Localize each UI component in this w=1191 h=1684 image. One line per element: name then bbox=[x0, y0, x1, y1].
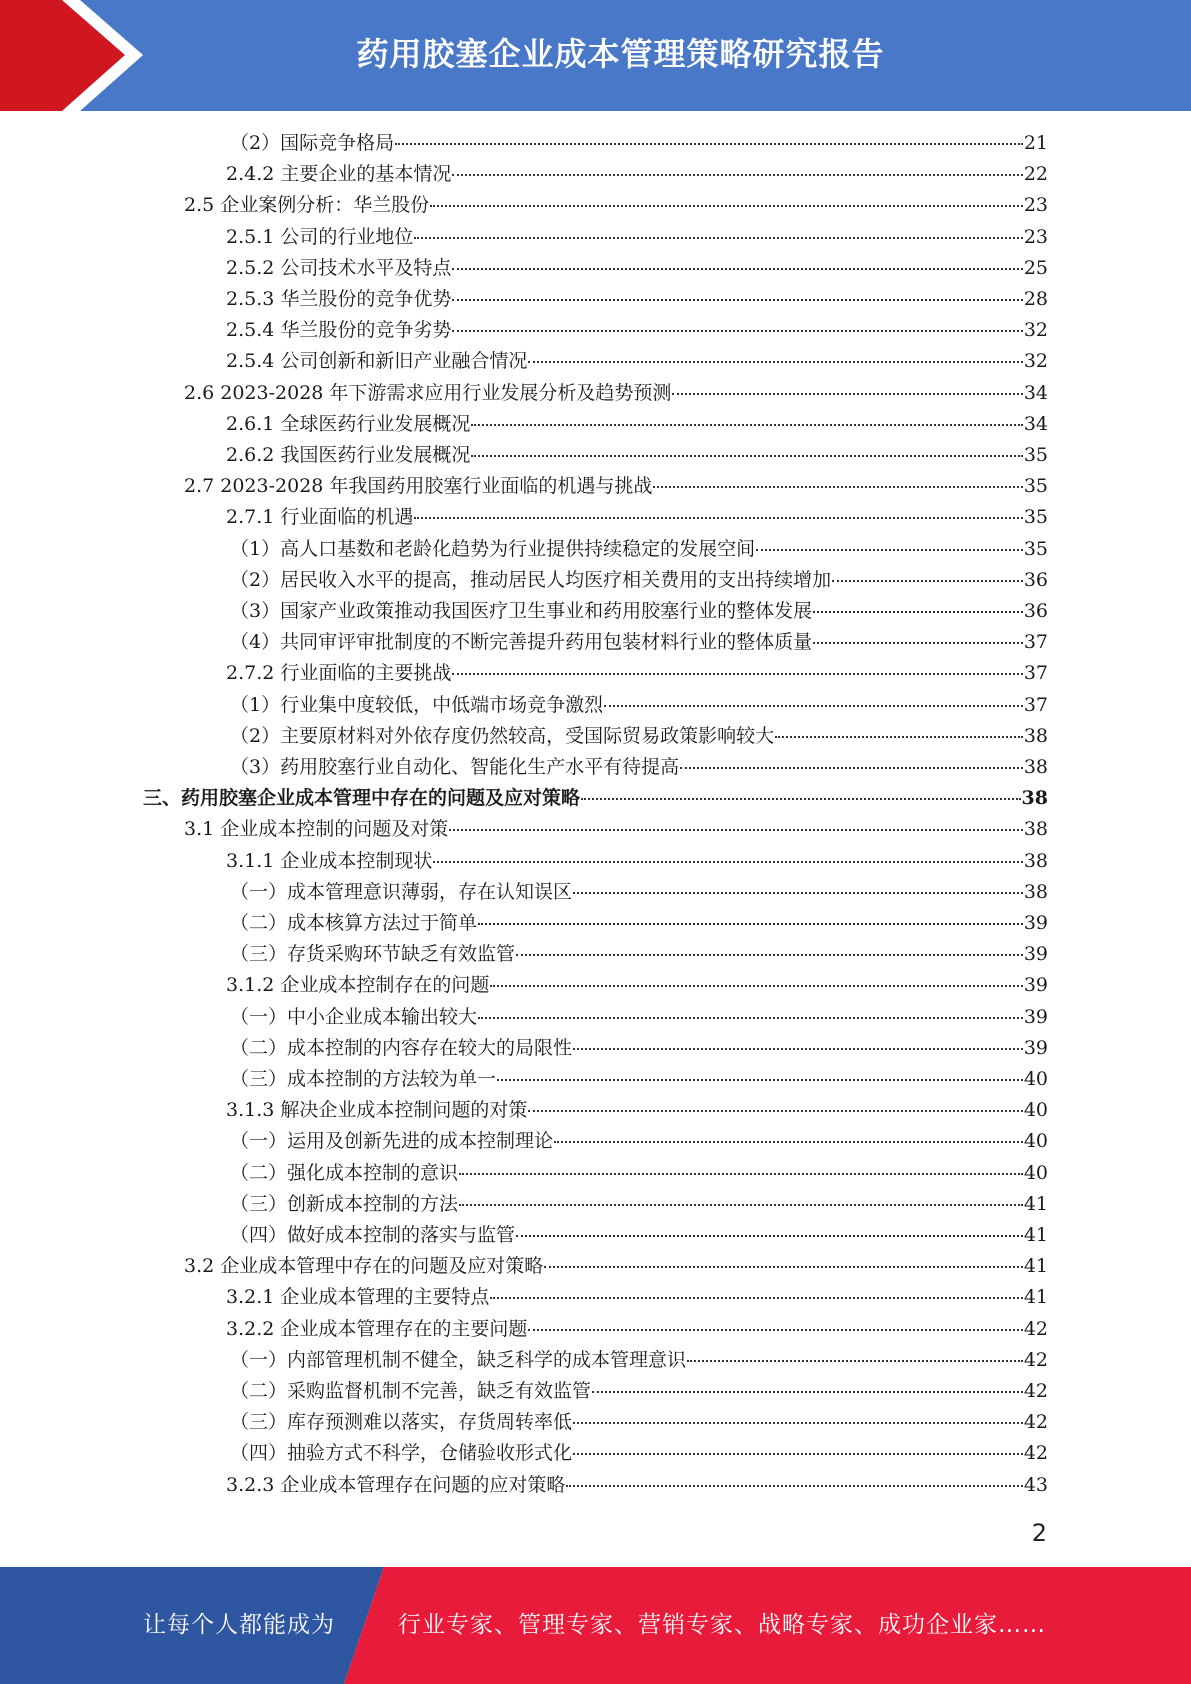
toc-entry-page: 39 bbox=[1023, 974, 1048, 996]
toc-entry[interactable] bbox=[184, 190, 1048, 221]
toc-entry[interactable] bbox=[230, 690, 1048, 721]
toc-dot-leader bbox=[433, 861, 1022, 863]
toc-entry-title: （2）主要原材料对外依存度仍然较高，受国际贸易政策影响较大 bbox=[230, 725, 775, 747]
toc-entry-page: 21 bbox=[1023, 132, 1048, 154]
toc-entry-page: 37 bbox=[1023, 662, 1048, 684]
toc-entry-page: 42 bbox=[1023, 1442, 1048, 1464]
toc-entry[interactable] bbox=[184, 814, 1048, 845]
toc-entry-title: （二）强化成本控制的意识 bbox=[230, 1162, 459, 1184]
toc-entry-title: 3.1.1 企业成本控制现状 bbox=[226, 850, 433, 872]
toc-entry-page: 43 bbox=[1023, 1474, 1048, 1496]
toc-entry-page: 41 bbox=[1023, 1255, 1048, 1277]
toc-entry-page: 38 bbox=[1023, 756, 1048, 778]
toc-entry-title: 2.4.2 主要企业的基本情况 bbox=[226, 163, 452, 185]
toc-entry-title: （3）药用胶塞行业自动化、智能化生产水平有待提高 bbox=[230, 756, 680, 778]
toc-entry-page: 35 bbox=[1023, 475, 1048, 497]
toc-entry[interactable] bbox=[230, 1376, 1048, 1407]
toc-entry-page: 34 bbox=[1023, 382, 1048, 404]
toc-dot-leader bbox=[490, 1297, 1022, 1299]
toc-entry-title: 2.6.1 全球医药行业发展概况 bbox=[226, 413, 471, 435]
toc-entry[interactable] bbox=[226, 1095, 1048, 1126]
toc-entry-title: （一）内部管理机制不健全，缺乏科学的成本管理意识 bbox=[230, 1349, 687, 1371]
toc-dot-leader bbox=[544, 1266, 1023, 1268]
toc-dot-leader bbox=[813, 611, 1023, 613]
toc-entry[interactable] bbox=[184, 378, 1048, 409]
toc-entry-page: 42 bbox=[1023, 1411, 1048, 1433]
toc-entry-title: （一）中小企业成本输出较大 bbox=[230, 1006, 478, 1028]
toc-entry-page: 38 bbox=[1023, 725, 1048, 747]
toc-entry-page: 39 bbox=[1023, 912, 1048, 934]
report-title: 药用胶塞企业成本管理策略研究报告 bbox=[356, 35, 885, 73]
toc-entry-title: （2）国际竞争格局 bbox=[230, 132, 395, 154]
toc-dot-leader bbox=[554, 1141, 1023, 1143]
toc-entry-title: 2.5.3 华兰股份的竞争优势 bbox=[226, 288, 452, 310]
toc-entry-title: 2.5.4 华兰股份的竞争劣势 bbox=[226, 319, 452, 341]
toc-entry-page: 35 bbox=[1023, 506, 1048, 528]
toc-entry-page: 42 bbox=[1023, 1349, 1048, 1371]
toc-entry-page: 34 bbox=[1023, 413, 1048, 435]
toc-entry-title: （三）库存预测难以落实，存货周转率低 bbox=[230, 1411, 573, 1433]
toc-dot-leader bbox=[528, 1329, 1022, 1331]
toc-dot-leader bbox=[452, 299, 1022, 301]
toc-entry[interactable] bbox=[226, 409, 1048, 440]
toc-entry-page: 39 bbox=[1023, 943, 1048, 965]
toc-entry-page: 39 bbox=[1023, 1006, 1048, 1028]
toc-entry-title: 2.7.1 行业面临的机遇 bbox=[226, 506, 414, 528]
toc-entry-page: 32 bbox=[1023, 350, 1048, 372]
toc-dot-leader bbox=[528, 361, 1022, 363]
toc-entry[interactable] bbox=[230, 1158, 1048, 1189]
toc-entry-page: 40 bbox=[1023, 1162, 1048, 1184]
toc-entry[interactable] bbox=[226, 159, 1048, 190]
toc-entry-page: 28 bbox=[1023, 288, 1048, 310]
toc-entry[interactable] bbox=[230, 1220, 1048, 1251]
toc-dot-leader bbox=[528, 1110, 1022, 1112]
toc-entry-title: 2.6.2 我国医药行业发展概况 bbox=[226, 444, 471, 466]
page-footer bbox=[0, 1567, 1191, 1684]
page-header bbox=[0, 0, 1191, 111]
toc-entry-page: 23 bbox=[1023, 226, 1048, 248]
toc-entry-title: 3.2 企业成本管理中存在的问题及应对策略 bbox=[184, 1255, 544, 1277]
toc-dot-leader bbox=[452, 268, 1022, 270]
toc-dot-leader bbox=[452, 330, 1022, 332]
toc-entry-title: （三）创新成本控制的方法 bbox=[230, 1193, 459, 1215]
toc-entry-page: 41 bbox=[1023, 1193, 1048, 1215]
toc-entry-page: 38 bbox=[1021, 787, 1048, 809]
toc-dot-leader bbox=[395, 143, 1023, 145]
toc-dot-leader bbox=[471, 424, 1022, 426]
toc-entry[interactable] bbox=[230, 1033, 1048, 1064]
toc-dot-leader bbox=[680, 767, 1023, 769]
toc-entry-title: 2.5.2 公司技术水平及特点 bbox=[226, 257, 452, 279]
toc-dot-leader bbox=[832, 580, 1023, 582]
toc-entry-title: 2.5 企业案例分析：华兰股份 bbox=[184, 194, 430, 216]
toc-dot-leader bbox=[775, 736, 1023, 738]
toc-entry[interactable] bbox=[184, 1251, 1048, 1282]
toc-entry-page: 39 bbox=[1023, 1037, 1048, 1059]
toc-entry[interactable] bbox=[226, 1314, 1048, 1345]
toc-entry-title: （1）行业集中度较低，中低端市场竞争激烈 bbox=[230, 694, 604, 716]
toc-entry-page: 36 bbox=[1023, 600, 1048, 622]
toc-entry[interactable] bbox=[230, 1064, 1048, 1095]
toc-entry[interactable] bbox=[230, 596, 1048, 627]
toc-entry-page: 32 bbox=[1023, 319, 1048, 341]
toc-dot-leader bbox=[592, 1391, 1023, 1393]
toc-entry-title: （一）运用及创新先进的成本控制理论 bbox=[230, 1130, 554, 1152]
toc-entry[interactable] bbox=[230, 1002, 1048, 1033]
toc-dot-leader bbox=[452, 673, 1022, 675]
toc-entry[interactable] bbox=[230, 939, 1048, 970]
toc-dot-leader bbox=[604, 705, 1023, 707]
toc-entry[interactable] bbox=[184, 471, 1048, 502]
toc-entry[interactable] bbox=[226, 502, 1048, 533]
toc-dot-leader bbox=[490, 985, 1022, 987]
toc-entry[interactable] bbox=[230, 752, 1048, 783]
toc-entry[interactable] bbox=[230, 1345, 1048, 1376]
toc-entry-title: 3.2.2 企业成本管理存在的主要问题 bbox=[226, 1318, 528, 1340]
toc-entry-page: 40 bbox=[1023, 1099, 1048, 1121]
toc-dot-leader bbox=[581, 798, 1021, 800]
toc-entry-title: 2.6 2023-2028 年下游需求应用行业发展分析及趋势预测 bbox=[184, 382, 672, 404]
toc-entry-page: 40 bbox=[1023, 1130, 1048, 1152]
toc-entry-page: 38 bbox=[1023, 881, 1048, 903]
header-red-block bbox=[0, 0, 125, 111]
toc-entry-page: 42 bbox=[1023, 1318, 1048, 1340]
toc-entry-title: （一）成本管理意识薄弱，存在认知误区 bbox=[230, 881, 573, 903]
toc-entry[interactable] bbox=[226, 1282, 1048, 1313]
toc-dot-leader bbox=[478, 923, 1023, 925]
toc-entry[interactable] bbox=[230, 721, 1048, 752]
footer-slogan-left: 让每个人都能成为 bbox=[143, 1612, 335, 1638]
toc-entry[interactable] bbox=[230, 1438, 1048, 1469]
page-number: 2 bbox=[1031, 1519, 1047, 1547]
toc-dot-leader bbox=[672, 393, 1022, 395]
toc-dot-leader bbox=[516, 1235, 1023, 1237]
toc-entry-title: 3.1.2 企业成本控制存在的问题 bbox=[226, 974, 490, 996]
toc-entry[interactable] bbox=[230, 534, 1048, 565]
toc-entry[interactable] bbox=[226, 1470, 1048, 1501]
toc-entry-page: 42 bbox=[1023, 1380, 1048, 1402]
toc-entry-title: （二）采购监督机制不完善，缺乏有效监管 bbox=[230, 1380, 592, 1402]
toc-entry[interactable] bbox=[226, 284, 1048, 315]
toc-dot-leader bbox=[573, 1453, 1023, 1455]
toc-entry-title: 3.1.3 解决企业成本控制问题的对策 bbox=[226, 1099, 528, 1121]
toc-entry[interactable] bbox=[226, 253, 1048, 284]
toc-entry[interactable] bbox=[226, 315, 1048, 346]
toc-entry-title: 2.5.1 公司的行业地位 bbox=[226, 226, 414, 248]
toc-dot-leader bbox=[573, 892, 1023, 894]
toc-entry-title: 三、药用胶塞企业成本管理中存在的问题及应对策略 bbox=[143, 787, 581, 809]
toc-entry[interactable] bbox=[226, 658, 1048, 689]
toc-entry-title: 3.1 企业成本控制的问题及对策 bbox=[184, 818, 449, 840]
footer-slogan-right: 行业专家、管理专家、营销专家、战略专家、成功企业家…… bbox=[398, 1612, 1046, 1638]
toc-entry[interactable] bbox=[230, 1189, 1048, 1220]
toc-dot-leader bbox=[497, 1079, 1023, 1081]
toc-entry-title: （2）居民收入水平的提高，推动居民人均医疗相关费用的支出持续增加 bbox=[230, 569, 832, 591]
toc-entry-page: 38 bbox=[1023, 850, 1048, 872]
toc-entry-page: 40 bbox=[1023, 1068, 1048, 1090]
toc-entry-title: （3）国家产业政策推动我国医疗卫生事业和药用胶塞行业的整体发展 bbox=[230, 600, 813, 622]
toc-entry-page: 37 bbox=[1023, 694, 1048, 716]
toc-dot-leader bbox=[573, 1048, 1023, 1050]
toc-dot-leader bbox=[813, 642, 1023, 644]
toc-entry-page: 35 bbox=[1023, 444, 1048, 466]
toc-entry-title: （二）成本控制的内容存在较大的局限性 bbox=[230, 1037, 573, 1059]
toc-entry-page: 35 bbox=[1023, 538, 1048, 560]
toc-entry-title: （1）高人口基数和老龄化趋势为行业提供持续稳定的发展空间 bbox=[230, 538, 756, 560]
toc-dot-leader bbox=[516, 954, 1023, 956]
toc-dot-leader bbox=[449, 829, 1023, 831]
toc-dot-leader bbox=[687, 1360, 1023, 1362]
toc-dot-leader bbox=[756, 549, 1023, 551]
toc-entry-page: 37 bbox=[1023, 631, 1048, 653]
toc-entry[interactable] bbox=[230, 1407, 1048, 1438]
toc-entry-page: 36 bbox=[1023, 569, 1048, 591]
chevron-arrow-icon bbox=[0, 0, 160, 111]
toc-entry[interactable] bbox=[226, 846, 1048, 877]
toc-entry[interactable] bbox=[226, 346, 1048, 377]
toc-entry[interactable] bbox=[230, 565, 1048, 596]
toc-entry-title: （四）抽验方式不科学，仓储验收形式化 bbox=[230, 1442, 573, 1464]
toc-entry[interactable] bbox=[230, 908, 1048, 939]
toc-entry[interactable] bbox=[226, 970, 1048, 1001]
toc-entry-page: 23 bbox=[1023, 194, 1048, 216]
toc-entry[interactable] bbox=[143, 783, 1048, 814]
toc-dot-leader bbox=[573, 1422, 1023, 1424]
toc-entry-page: 41 bbox=[1023, 1224, 1048, 1246]
toc-dot-leader bbox=[414, 517, 1022, 519]
toc-entry-title: （二）成本核算方法过于简单 bbox=[230, 912, 478, 934]
toc-dot-leader bbox=[459, 1173, 1023, 1175]
toc-dot-leader bbox=[459, 1204, 1023, 1206]
toc-entry[interactable] bbox=[230, 128, 1048, 159]
toc-entry-title: （三）存货采购环节缺乏有效监管 bbox=[230, 943, 516, 965]
toc-entry-title: 2.7.2 行业面临的主要挑战 bbox=[226, 662, 452, 684]
toc-entry[interactable] bbox=[230, 1126, 1048, 1157]
toc-entry-title: （三）成本控制的方法较为单一 bbox=[230, 1068, 497, 1090]
toc-entry-page: 38 bbox=[1023, 818, 1048, 840]
toc-entry-title: 3.2.3 企业成本管理存在问题的应对策略 bbox=[226, 1474, 566, 1496]
toc-dot-leader bbox=[566, 1485, 1022, 1487]
toc-entry-page: 22 bbox=[1023, 163, 1048, 185]
toc-dot-leader bbox=[478, 1017, 1023, 1019]
toc-entry-title: （四）做好成本控制的落实与监管 bbox=[230, 1224, 516, 1246]
toc-entry-title: 2.7 2023-2028 年我国药用胶塞行业面临的机遇与挑战 bbox=[184, 475, 653, 497]
toc-dot-leader bbox=[452, 174, 1022, 176]
toc-entry[interactable] bbox=[230, 627, 1048, 658]
toc-entry-title: （4）共同审评审批制度的不断完善提升药用包装材料行业的整体质量 bbox=[230, 631, 813, 653]
toc-dot-leader bbox=[414, 237, 1022, 239]
toc-entry-page: 41 bbox=[1023, 1286, 1048, 1308]
toc-entry-page: 25 bbox=[1023, 257, 1048, 279]
toc-entry-title: 3.2.1 企业成本管理的主要特点 bbox=[226, 1286, 490, 1308]
toc-entry[interactable] bbox=[226, 222, 1048, 253]
toc-dot-leader bbox=[653, 486, 1022, 488]
toc-dot-leader bbox=[471, 455, 1022, 457]
toc-dot-leader bbox=[430, 205, 1023, 207]
toc-entry[interactable] bbox=[230, 877, 1048, 908]
toc-entry-title: 2.5.4 公司创新和新旧产业融合情况 bbox=[226, 350, 528, 372]
toc-entry[interactable] bbox=[226, 440, 1048, 471]
